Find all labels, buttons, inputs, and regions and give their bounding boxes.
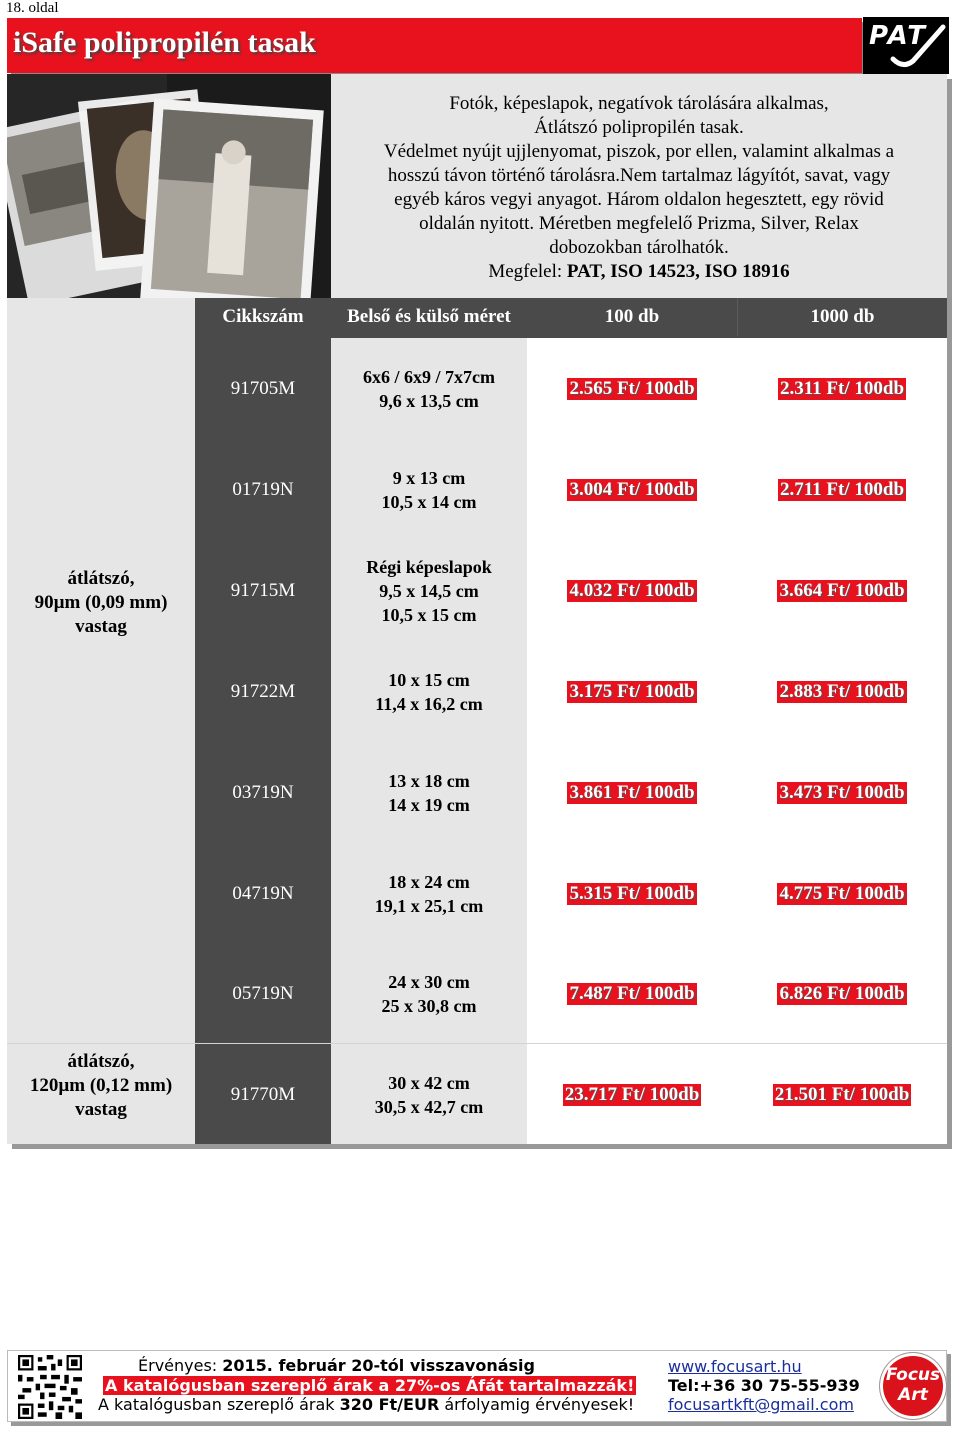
logo-line: Art <box>898 1385 928 1405</box>
vat-notice: A katalógusban szereplő árak a 27%-os Áfát tartalmazzák! <box>105 1376 635 1395</box>
checkmark-icon <box>863 17 949 74</box>
footer <box>7 1350 947 1422</box>
price-1000: 2.883 Ft/ 100db <box>779 680 905 702</box>
price-1000: 21.501 Ft/ 100db <box>774 1083 910 1105</box>
size-line: 18 x 24 cm <box>388 871 470 892</box>
vat-notice-line <box>103 1376 636 1395</box>
logo-line: Focus <box>885 1365 941 1385</box>
price-100: 3.861 Ft/ 100db <box>569 781 695 803</box>
price-1000-cell <box>737 843 947 944</box>
standards-label: Megfelel: <box>488 261 567 282</box>
group-line: 120µm (0,12 mm) <box>29 1075 173 1096</box>
description-line: Védelmet nyújt ujjlenyomat, piszok, por ellen, valamint alkalmas a <box>383 141 895 162</box>
price-100-cell <box>527 338 737 439</box>
price-1000-cell <box>737 641 947 742</box>
size-line: Régi képeslapok <box>366 556 492 577</box>
product-code: 03719N <box>232 781 294 803</box>
group-line: 90µm (0,09 mm) <box>34 592 168 613</box>
price-1000: 4.775 Ft/ 100db <box>779 882 905 904</box>
price-1000: 3.473 Ft/ 100db <box>779 781 905 803</box>
product-description <box>331 74 947 298</box>
qr-code-icon[interactable] <box>14 1355 86 1419</box>
product-code: 91705M <box>230 377 296 399</box>
title-bar <box>7 18 862 73</box>
size-cell <box>331 742 527 843</box>
description-line: dobozokban tárolhatók. <box>549 237 729 258</box>
price-100: 3.175 Ft/ 100db <box>569 680 695 702</box>
validity-date: 2015. február 20-tól visszavonásig <box>222 1356 535 1375</box>
size-cell <box>331 1044 527 1145</box>
header-cikkszam: Cikkszám <box>222 306 304 327</box>
table-row <box>195 540 947 641</box>
table-header <box>195 298 947 338</box>
price-100-cell <box>527 641 737 742</box>
group-line: átlátszó, <box>67 568 135 589</box>
price-100: 7.487 Ft/ 100db <box>569 982 695 1004</box>
table-row <box>195 742 947 843</box>
price-100-cell <box>527 742 737 843</box>
page-number: 18. oldal <box>6 0 59 16</box>
table-row <box>195 439 947 540</box>
price-1000-cell <box>737 742 947 843</box>
price-100-cell <box>527 843 737 944</box>
price-100: 3.004 Ft/ 100db <box>569 478 695 500</box>
product-code: 91770M <box>230 1083 296 1105</box>
standards-line <box>331 260 947 284</box>
pat-logo <box>863 17 949 74</box>
product-code: 04719N <box>232 882 294 904</box>
price-1000: 2.711 Ft/ 100db <box>779 478 905 500</box>
price-1000-cell <box>737 943 947 1044</box>
table-row <box>195 641 947 742</box>
size-line: 11,4 x 16,2 cm <box>375 693 483 714</box>
size-line: 9,5 x 14,5 cm <box>379 580 479 601</box>
table-row <box>195 943 947 1044</box>
group-line: vastag <box>75 616 127 637</box>
description-line: oldalán nyitott. Méretben megfelelő Prizma, Silver, Relax <box>419 213 859 234</box>
description-line: egyéb káros vegyi anyagot. Három oldalon hegesztett, egy rövid <box>394 189 884 210</box>
description-line: Átlátszó polipropilén tasak. <box>534 117 744 138</box>
price-1000-cell <box>737 1044 947 1145</box>
size-cell <box>331 540 527 641</box>
price-1000-cell <box>737 439 947 540</box>
email-link[interactable]: focusartkft@gmail.com <box>668 1395 854 1414</box>
size-line: 13 x 18 cm <box>388 770 470 791</box>
table-row <box>195 338 947 439</box>
focus-art-logo <box>880 1353 946 1419</box>
price-100: 23.717 Ft/ 100db <box>564 1083 700 1105</box>
description-line: hosszú távon történő tárolásra.Nem tartalmaz lágyítót, savat, vagy <box>387 165 891 186</box>
phone-number[interactable]: Tel:+36 30 75-55-939 <box>668 1376 860 1395</box>
price-1000-cell <box>737 338 947 439</box>
price-100-cell <box>527 943 737 1044</box>
page-title: iSafe polipropilén tasak <box>13 26 316 59</box>
size-line: 10,5 x 14 cm <box>381 491 477 512</box>
price-1000: 2.311 Ft/ 100db <box>779 377 905 399</box>
rate-value: 320 Ft/EUR <box>339 1395 440 1414</box>
size-cell <box>331 439 527 540</box>
description-line: Fotók, képeslapok, negatívok tárolására alkalmas, <box>449 93 829 114</box>
product-code: 01719N <box>232 478 294 500</box>
price-1000: 3.664 Ft/ 100db <box>779 579 905 601</box>
size-line: 10 x 15 cm <box>388 669 470 690</box>
price-1000: 6.826 Ft/ 100db <box>779 982 905 1004</box>
table-row <box>195 843 947 944</box>
size-line: 14 x 19 cm <box>388 794 470 815</box>
size-line: 19,1 x 25,1 cm <box>374 895 484 916</box>
product-code: 91715M <box>230 579 296 601</box>
price-100-cell <box>527 540 737 641</box>
website-link[interactable]: www.focusart.hu <box>668 1357 802 1376</box>
price-1000-cell <box>737 540 947 641</box>
size-cell <box>331 641 527 742</box>
size-line: 24 x 30 cm <box>388 971 470 992</box>
table-row <box>195 1044 947 1145</box>
group-line: átlátszó, <box>67 1051 135 1072</box>
size-line: 30,5 x 42,7 cm <box>374 1096 484 1117</box>
price-100-cell <box>527 1044 737 1145</box>
size-cell <box>331 843 527 944</box>
header-meret: Belső és külső méret <box>347 306 511 327</box>
size-line: 9 x 13 cm <box>392 467 466 488</box>
price-100: 5.315 Ft/ 100db <box>569 882 695 904</box>
standards-list: PAT, ISO 14523, ISO 18916 <box>566 261 790 282</box>
group-line: vastag <box>75 1099 127 1120</box>
rate-prefix: A katalógusban szereplő árak <box>98 1395 340 1414</box>
validity-line <box>138 1356 535 1375</box>
size-line: 25 x 30,8 cm <box>381 995 477 1016</box>
size-line: 6x6 / 6x9 / 7x7cm <box>363 366 495 387</box>
rate-suffix: árfolyamig érvényesek! <box>439 1395 635 1414</box>
price-100: 4.032 Ft/ 100db <box>569 579 695 601</box>
header-100db: 100 db <box>604 306 660 327</box>
price-100-cell <box>527 439 737 540</box>
pat-logo-text: PAT <box>869 21 928 51</box>
size-line: 9,6 x 13,5 cm <box>379 390 479 411</box>
size-cell <box>331 943 527 1044</box>
size-line: 10,5 x 15 cm <box>381 604 477 625</box>
exchange-rate-line <box>98 1395 634 1414</box>
group-label-120 <box>7 1050 195 1122</box>
header-1000db: 1000 db <box>737 298 947 336</box>
validity-label: Érvényes: <box>138 1356 223 1375</box>
group-column <box>7 338 195 1144</box>
price-100: 2.565 Ft/ 100db <box>569 377 695 399</box>
product-code: 05719N <box>232 982 294 1004</box>
size-line: 30 x 42 cm <box>388 1072 470 1093</box>
size-cell <box>331 338 527 439</box>
group-label-90 <box>7 567 195 639</box>
product-photo <box>7 74 331 298</box>
product-code: 91722M <box>230 680 296 702</box>
